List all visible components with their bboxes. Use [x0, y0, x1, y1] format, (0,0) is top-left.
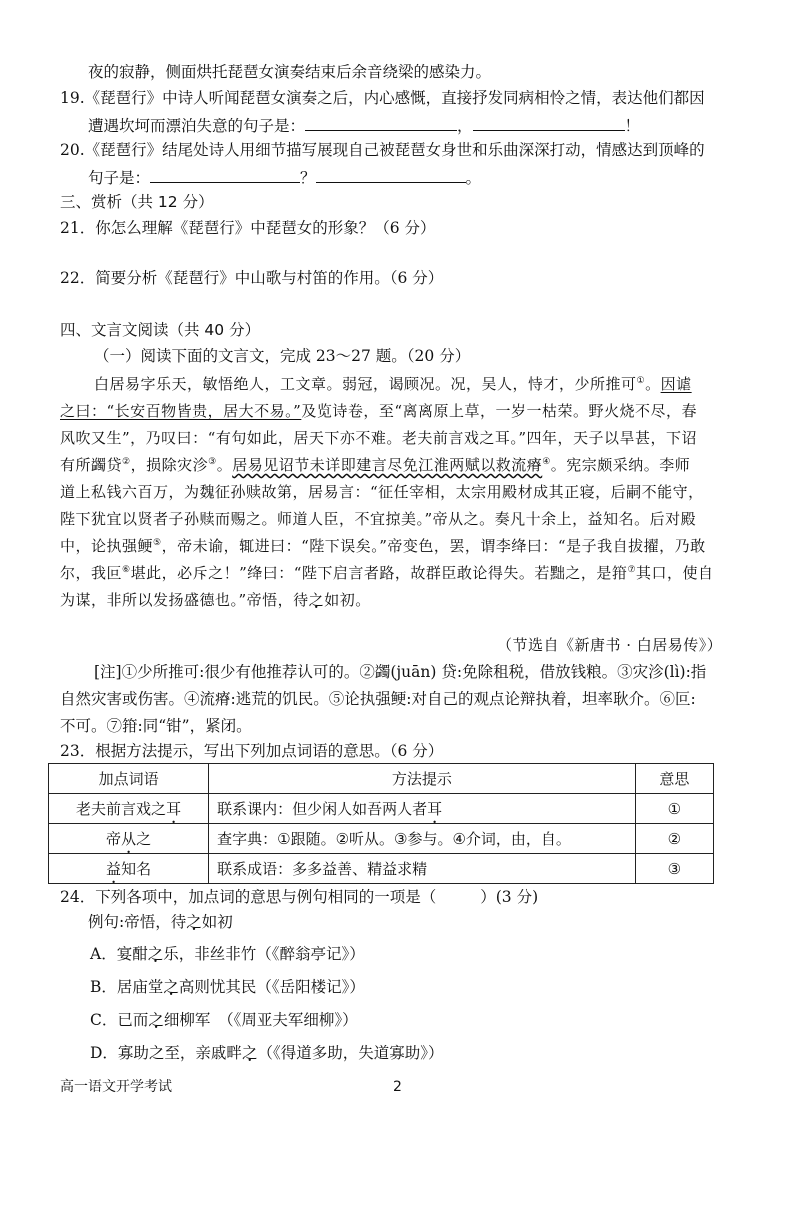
word-text: 知名	[121, 860, 152, 878]
passage-text: 尔，我叵	[60, 564, 123, 582]
q19-text: 《琵琶行》中诗人听闻琵琶女演奏之后，内心感慨，直接抒发同病相怜之情，表达他们都因	[84, 89, 705, 107]
passage-line-9	[60, 590, 371, 610]
table-cell-answer[interactable]: ①	[635, 794, 713, 824]
dotted-character: 之	[186, 913, 202, 931]
table-header: 方法提示	[209, 764, 636, 794]
passage-text: 有所蠲贷	[60, 456, 123, 474]
underlined-phrase: 因谑	[660, 375, 692, 393]
footnote-marker-5: ⑤	[153, 538, 162, 548]
passage-text: 。	[645, 375, 661, 393]
notes-line-3: 不可。⑦箝:同“钳”，紧闭。	[60, 717, 252, 735]
q20-answer-blank-2[interactable]	[316, 166, 466, 183]
q22-text: 22．简要分析《琵琶行》中山歌与村笛的作用。（6 分）	[60, 269, 444, 287]
underlined-phrase: 之曰：“长安百物皆贵，居大不易。”	[60, 402, 302, 420]
passage-text: 。宪宗颇采纳。李师	[550, 456, 691, 474]
passage-line-4	[60, 455, 690, 475]
intro-tail: 夜的寂静，侧面烘托琵琶女演奏结束后余音绕梁的感染力。	[88, 63, 492, 81]
option-text: 高则忧其民（《岳阳楼记》）	[178, 978, 365, 996]
passage-text: 。	[216, 456, 233, 474]
q24-points: ）(3 分)	[480, 888, 539, 906]
q19-separator: ，	[457, 117, 473, 135]
passage-text: 堪此，必斥之！”绛曰：“陛下启言者路，故群臣敢论得失。若黜之，是箝	[130, 564, 628, 582]
passage-text: ，帝未谕，辄进曰：“陛下误矣。”帝变色，罢，谓李绛曰：“是子我自拔擢，乃敢	[161, 537, 706, 555]
table-cell-word	[49, 824, 209, 854]
q24-option-c[interactable]	[90, 1010, 358, 1030]
dotted-character: 之	[308, 591, 325, 609]
q24-option-d[interactable]	[90, 1043, 443, 1063]
q20-line1	[60, 140, 705, 160]
q23-table	[48, 763, 714, 884]
dotted-character: 从	[121, 830, 137, 848]
table-header: 加点词语	[49, 764, 209, 794]
dotted-character: 之	[148, 1011, 164, 1029]
dotted-character: 耳	[166, 800, 182, 818]
hint-text: 联系课内：但少闲人如吾两人者	[217, 800, 428, 818]
notes-line-1: [注]①少所推可:很少有他推荐认可的。②蠲(juān) 贷:免除租税，借放钱粮。③灾沴(lì):指	[94, 663, 707, 681]
dotted-character: 耳	[427, 800, 443, 818]
section-4-title: 四、文言文阅读（共 40 分）	[60, 321, 261, 339]
option-text: B．居庙堂	[90, 978, 164, 996]
dotted-character: 之	[147, 945, 164, 963]
footnote-marker-1: ①	[636, 376, 646, 386]
passage-text: 中，论执强鲠	[60, 537, 154, 555]
footer-exam-name: 高一语文开学考试	[60, 1079, 172, 1095]
option-text: （《得道多助，失道寡助》）	[257, 1044, 444, 1062]
passage-text: 及览诗卷，至“离离原上草，一岁一枯荣。野火烧不尽，春	[301, 402, 698, 420]
table-cell-answer[interactable]: ③	[635, 854, 713, 884]
q19-end: ！	[624, 117, 641, 135]
q24-option-b[interactable]	[90, 977, 365, 997]
footnote-marker-4: ④	[542, 457, 551, 467]
notes-line-2: 自然灾害或伤害。④流瘠:逃荒的饥民。⑤论执强鲠:对自己的观点论辩执着，坦率耿介。⑥叵:	[60, 690, 696, 708]
q20-number: 20.	[60, 141, 85, 159]
wavy-underlined-sentence: 居易见诏节未详即建言尽免江淮两赋以救流瘠	[232, 456, 543, 474]
q21-text: 21．你怎么理解《琵琶行》中琵琶女的形象？（6 分）	[60, 219, 436, 237]
passage-line-5: 道上私钱六百万，为魏征孙赎故第，居易言：“征任宰相，太宗用殿材成其正寝，后嗣不能守，	[60, 483, 704, 501]
q20-separator: ？	[300, 169, 316, 187]
table-cell-word	[49, 794, 209, 824]
footnote-marker-3: ③	[208, 457, 217, 467]
option-text: A．宴酣	[90, 945, 148, 963]
q24-example	[88, 912, 233, 932]
option-text: 乐，非丝非竹（《醉翁亭记》）	[163, 945, 365, 963]
passage-text: 白居易字乐天，敏悟绝人，工文章。弱冠，谒顾况。况，吴人，恃才，少所推可	[94, 375, 637, 393]
table-header-row	[49, 764, 714, 794]
q20-prompt: 句子是：	[88, 169, 151, 187]
option-text: 细柳军 （《周亚夫军细柳》）	[163, 1011, 358, 1029]
footnote-marker-2: ②	[122, 457, 131, 467]
table-row	[49, 854, 714, 884]
q19-answer-blank-1[interactable]	[305, 114, 457, 131]
q20-line2	[88, 166, 481, 188]
q23-text: 23．根据方法提示，写出下列加点词语的意思。（6 分）	[60, 742, 444, 760]
q20-end: 。	[465, 169, 482, 187]
passage-line-2	[60, 401, 697, 421]
passage-line-7	[60, 536, 706, 556]
word-text: 老夫前言戏之	[76, 800, 167, 818]
passage-source: （节选自《新唐书 · 白居易传》）	[497, 636, 723, 654]
part-1-instruction: （一）阅读下面的文言文，完成 23～27 题。（20 分）	[94, 347, 471, 365]
passage-text: 为谋，非所以发扬盛德也。”帝悟，待	[60, 591, 309, 609]
q24-option-a[interactable]	[90, 944, 365, 964]
passage-text: 如初。	[324, 591, 371, 609]
table-cell-hint	[209, 794, 636, 824]
dotted-character: 之	[241, 1044, 258, 1062]
passage-line-6: 陛下犹宜以贤者子孙赎而赐之。师道人臣，不宜掠美。”帝从之。奏凡十余上，益知名。后对殿	[60, 510, 697, 528]
table-row	[49, 794, 714, 824]
q19-line1	[60, 88, 705, 108]
q20-answer-blank-1[interactable]	[150, 166, 300, 183]
word-text: 之	[136, 830, 152, 848]
section-3-title: 三、赏析（共 12 分）	[60, 193, 214, 211]
q19-number: 19.	[60, 89, 85, 107]
passage-text: ，损除灾沴	[130, 456, 209, 474]
q24-prompt: 24．下列各项中，加点词的意思与例句相同的一项是（	[60, 888, 437, 906]
option-text: D．寡助之至，亲戚畔	[90, 1044, 242, 1062]
example-text: 如初	[201, 913, 233, 931]
word-text: 帝	[106, 830, 122, 848]
dotted-character: 之	[163, 978, 179, 996]
footnote-marker-7: ⑦	[627, 565, 637, 575]
q19-prompt: 遭遇坎坷而漂泊失意的句子是：	[88, 117, 306, 135]
q24-text	[60, 887, 538, 907]
q19-answer-blank-2[interactable]	[473, 114, 625, 131]
table-cell-word	[49, 854, 209, 884]
q20-text: 《琵琶行》结尾处诗人用细节描写展现自己被琵琶女身世和乐曲深深打动，情感达到顶峰的	[84, 141, 705, 159]
example-text: 例句:帝悟，待	[88, 913, 187, 931]
q19-line2	[88, 114, 640, 136]
table-row	[49, 824, 714, 854]
option-text: C．已而	[90, 1011, 149, 1029]
passage-line-3: 风吹又生”，乃叹曰：“有句如此，居天下亦不难。老夫前言戏之耳。”四年，天子以旱甚，下诏	[60, 429, 698, 447]
passage-line-1	[94, 374, 692, 394]
passage-text: 其口，使自	[636, 564, 714, 582]
footer-page-number: 2	[393, 1079, 402, 1095]
footnote-marker-6: ⑥	[122, 565, 131, 575]
dotted-character: 益	[106, 860, 122, 878]
passage-line-8	[60, 563, 714, 583]
table-cell-answer[interactable]: ②	[635, 824, 713, 854]
table-cell-hint: 查字典：①跟随。②听从。③参与。④介词，由，自。	[209, 824, 636, 854]
table-cell-hint: 联系成语：多多益善、精益求精	[209, 854, 636, 884]
table-header: 意思	[635, 764, 713, 794]
